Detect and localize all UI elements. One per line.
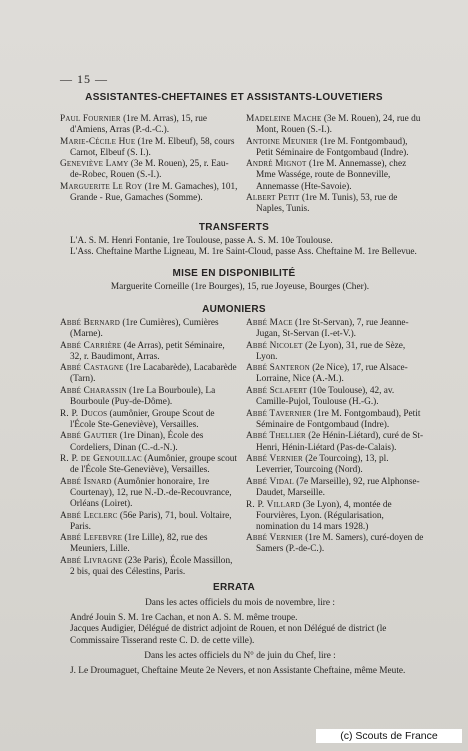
entry-name: Abbé Nicolet — [246, 340, 303, 351]
list-entry — [246, 454, 424, 476]
heading-errata: ERRATA — [213, 582, 255, 593]
list-entry — [246, 363, 424, 385]
errata-line-1: André Jouin S. M. 1re Cachan, et non A. S. M. même troupe. — [70, 613, 298, 624]
list-entry — [60, 477, 238, 510]
list-entry — [246, 431, 424, 453]
errata-intro-1: Dans les actes officiels du mois de novembre, lire : — [145, 598, 335, 608]
heading-aumoniers: AUMONIERS — [202, 304, 266, 315]
list-entry — [60, 137, 238, 159]
entry-name: Abbé Vernier — [246, 533, 303, 544]
entry-details: (2e Nice), 17, rue Alsace-Lorraine, Nice (A.-M.). — [256, 363, 408, 385]
transfert-line-2: L'Ass. Cheftaine Marthe Ligneau, M. 1re Saint-Cloud, passe Ass. Cheftaine M. 1re Bellevue. — [70, 247, 417, 258]
entry-name: Marguerite Le Roy — [60, 182, 143, 193]
entry-name: Abbé Isnard — [60, 476, 112, 487]
list-entry — [60, 318, 238, 340]
entry-name: Abbé Vernier — [246, 454, 303, 465]
entry-details: (1re Lacabarède), Lacabarède (Tarn). — [70, 363, 237, 385]
assistants-right-column — [246, 114, 424, 216]
entry-name: Abbé Sclafert — [246, 386, 308, 397]
entry-name: Abbé Tavernier — [246, 408, 312, 419]
list-entry — [246, 159, 424, 192]
list-entry — [60, 533, 238, 555]
entry-name: Geneviève Lamy — [60, 159, 129, 170]
entry-details: (1re M. Annemasse), chez Mme Wassége, route de Bonneville, Annemasse (Hte-Savoie). — [256, 159, 407, 192]
entry-name: Marie-Cécile Hue — [60, 136, 136, 147]
errata-intro-2: Dans les actes officiels du N° de juin du Chef, lire : — [144, 650, 336, 661]
entry-details: (2e Hénin-Liétard), curé de St-Henri, Hénin-Liétard (Pas-de-Calais). — [256, 431, 424, 453]
entry-name: Antoine Meunier — [246, 136, 318, 147]
entry-details: (1re M. Tunis), 53, rue de Naples, Tunis. — [256, 193, 398, 215]
entry-name: Abbé Carrière — [60, 340, 122, 351]
entry-details: (1re La Bourboule), La Bourboule (Puy-de-Dôme). — [70, 386, 216, 408]
errata-line-2: Jacques Audigier, Délégué de district adjoint de Rouen, et non Délégué de district (le Commissaire Tisserand reste C. D. de cette ville). — [70, 624, 387, 646]
entry-details: (3e M. Rouen), 24, rue du Mont, Rouen (S.-I.). — [256, 114, 421, 136]
entry-details: (1re Cumières), Cumières (Marne). — [70, 318, 219, 340]
entry-name: R. P. de Genouillac — [60, 454, 142, 465]
list-entry — [246, 386, 424, 408]
entry-details: (3e M. Rouen), 25, r. Eau-de-Robec, Rouen (S.-I.). — [70, 159, 229, 181]
page-number: — 15 — — [60, 72, 108, 86]
entry-name: Abbé Mace — [246, 318, 293, 328]
entry-details: (1re M. Samers), curé-doyen de Samers (P.-de-C.). — [256, 533, 424, 555]
entry-details: (aumônier, Groupe Scout de l'École Ste-Geneviève), Versailles. — [70, 408, 215, 430]
transfert-line-1: L'A. S. M. Henri Fontanie, 1re Toulouse, passe A. S. M. 10e Toulouse. — [70, 236, 333, 246]
list-entry — [246, 409, 424, 431]
list-entry — [60, 409, 238, 431]
list-entry — [246, 114, 424, 136]
entry-details: (56e Paris), 71, boul. Voltaire, Paris. — [70, 510, 232, 532]
heading-disponibilite: MISE EN DISPONIBILITÉ — [172, 268, 296, 279]
list-entry — [246, 137, 424, 159]
entry-details: (1re Lille), 82, rue des Meuniers, Lille. — [70, 533, 208, 555]
list-entry — [60, 114, 238, 136]
entry-details: (10e Toulouse), 42, av. Camille-Pujol, Toulouse (H.-G.). — [256, 386, 395, 408]
list-entry — [60, 511, 238, 533]
assistants-left-column — [60, 114, 238, 205]
entry-details: (2e Lyon), 31, rue de Sèze, Lyon. — [256, 340, 406, 362]
aumoniers-left-column — [60, 318, 238, 579]
entry-name: Albert Petit — [246, 193, 300, 204]
entry-name: Abbé Livragne — [60, 555, 123, 566]
entry-details: (7e Marseille), 92, rue Alphonse-Daudet, Marseille. — [256, 476, 420, 498]
entry-name: Abbé Bernard — [60, 318, 121, 328]
entry-details: (3e Lyon), 4, montée de Fourvières, Lyon. (Régularisation, nomination du 14 mars 1928.) — [256, 499, 392, 532]
entry-name: R. P. Ducos — [60, 408, 108, 419]
entry-details: (Aumônier, groupe scout de l'École Ste-Geneviève), Versailles. — [70, 454, 238, 476]
list-entry — [60, 454, 238, 476]
entry-details: (1re M. Fontgombaud), Petit Séminaire de Fontgombaud (Indre). — [256, 136, 409, 158]
list-entry — [60, 159, 238, 181]
copyright-watermark: (c) Scouts de France — [316, 729, 462, 743]
entry-name: Paul Fournier — [60, 114, 121, 124]
transferts-block — [60, 236, 420, 258]
disponibilite-line: Marguerite Corneille (1re Bourges), 15, rue Joyeuse, Bourges (Cher). — [110, 282, 370, 292]
entry-details: (1re St-Servan), 7, rue Jeanne-Jugan, St-Servan (I.-et-V.). — [256, 318, 409, 340]
entry-name: Abbé Santeron — [246, 363, 310, 374]
errata-block — [60, 598, 420, 677]
list-entry — [246, 193, 424, 215]
entry-name: Abbé Vidal — [246, 476, 294, 487]
entry-details: (23e Paris), École Massillon, 2 bis, quai des Célestins, Paris. — [70, 555, 233, 578]
entry-details: (1re M. Gamaches), 101, Grande - Rue, Gamaches (Somme). — [70, 182, 238, 204]
heading-transferts: TRANSFERTS — [198, 222, 270, 233]
entry-details: (1re M. Elbeuf), 58, cours Carnot, Elbeuf (S. I.). — [70, 136, 235, 158]
list-entry — [60, 363, 238, 385]
entry-details: (1re Dinan), École des Cordeliers, Dinan (C.-d.-N.). — [70, 431, 204, 453]
list-entry — [246, 500, 424, 533]
entry-name: Abbé Thellier — [246, 431, 306, 442]
list-entry — [60, 182, 238, 204]
entry-name: Abbé Charassin — [60, 386, 127, 397]
entry-name: André Mignot — [246, 159, 307, 170]
entry-details: (4e Arras), petit Séminaire, 32, r. Baudimont, Arras. — [70, 340, 225, 362]
aumoniers-right-column — [246, 318, 424, 556]
list-entry — [246, 477, 424, 499]
list-entry — [246, 318, 424, 340]
entry-details: (Aumônier honoraire, 1re Courtenay), 12, rue N.-D.-de-Recouvrance, Orléans (Loiret). — [70, 476, 232, 509]
entry-details: (1re M. Fontgombaud), Petit Séminaire de Fontgombaud (Indre). — [256, 408, 421, 430]
list-entry — [60, 341, 238, 363]
entry-details: (2e Tourcoing), 13, pl. Leverrier, Tourcoing (Nord). — [256, 454, 389, 476]
list-entry — [60, 431, 238, 453]
disponibilite-block — [60, 282, 420, 293]
list-entry — [246, 533, 424, 555]
entry-name: Abbé Gautier — [60, 431, 118, 442]
heading-assistants: ASSISTANTES-CHEFTAINES ET ASSISTANTS-LOUVETIERS — [85, 92, 383, 103]
entry-name: Abbé Leclerc — [60, 510, 118, 521]
entry-name: Madeleine Mache — [246, 114, 322, 124]
list-entry — [246, 341, 424, 363]
list-entry — [60, 556, 238, 578]
entry-name: R. P. Villard — [246, 499, 301, 510]
entry-details: (1re M. Arras), 15, rue d'Amiens, Arras (P.-d.-C.). — [70, 114, 207, 136]
errata-line-3: J. Le Droumaguet, Cheftaine Meute 2e Nevers, et non Assistante Cheftaine, même Meute. — [70, 666, 406, 677]
entry-name: Abbé Lefebvre — [60, 533, 123, 544]
entry-name: Abbé Castagne — [60, 363, 124, 374]
list-entry — [60, 386, 238, 408]
